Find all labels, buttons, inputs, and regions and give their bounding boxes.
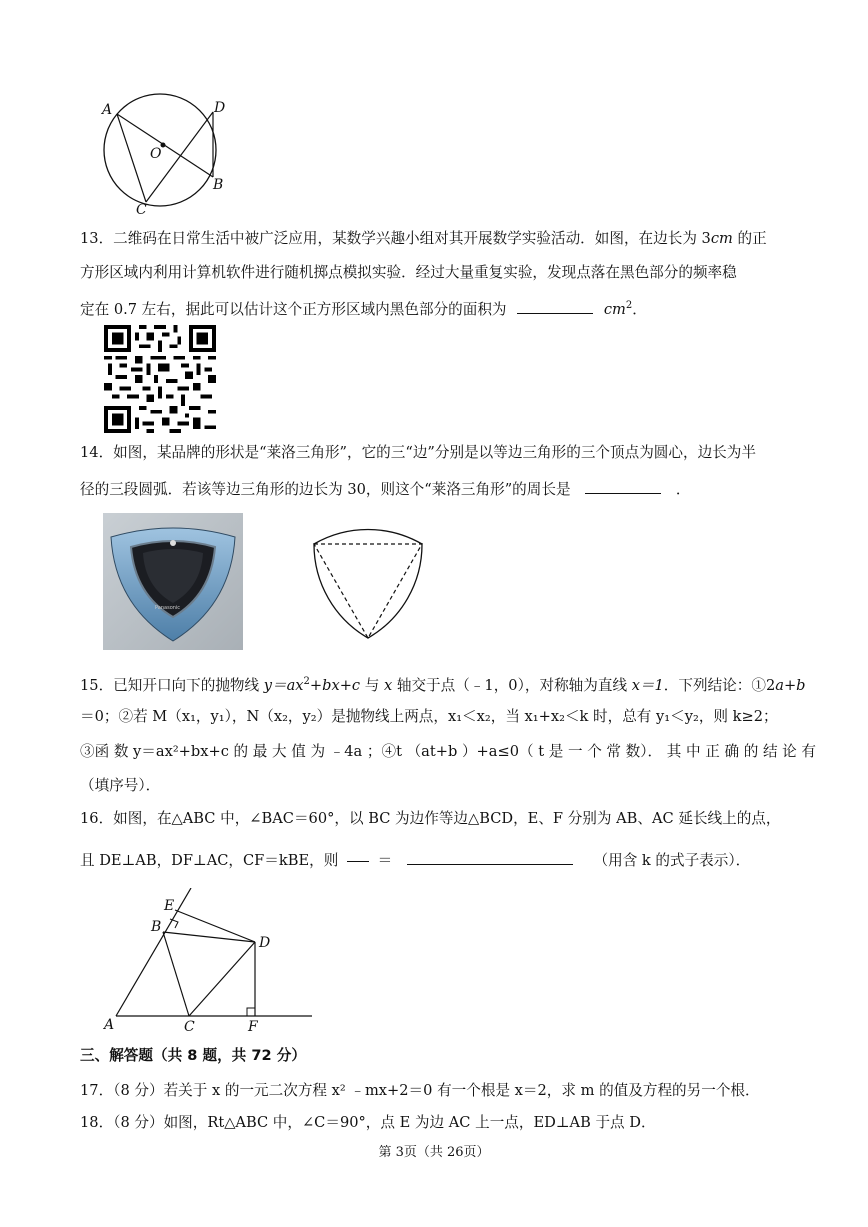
q13-line3: 定在 0.7 左右，据此可以估计这个正方形区域内黑色部分的面积为 $cm^2$． (80, 300, 647, 318)
qr-code-image (104, 325, 216, 433)
label-C: C (136, 202, 147, 218)
label-O: O (150, 146, 162, 162)
label-E: E (164, 898, 175, 914)
q16-line2: 且 DE⊥AB，DF⊥AC，CF＝kBE，则 ＝ （用含 k 的式子表示）． (80, 852, 751, 869)
q16-line1: 16．如图，在△ABC 中，∠BAC＝60°，以 BC 为边作等边△BCD，E、F 分别为 AB、AC 延长线上的点， (80, 810, 781, 827)
robot-vacuum-image (103, 513, 243, 650)
answer-blank-13[interactable] (517, 299, 593, 314)
label-C: C (184, 1019, 195, 1035)
section-title: 三、解答题（共 8 题，共 72 分） (80, 1047, 306, 1064)
label-D: D (214, 100, 226, 116)
q15-line1: 15．已知开口向下的抛物线 $y=ax^2+bx+c$ 与 x 轴交于点（﹣1，0），对称轴为直线 x＝1．下列结论：①2a+b (80, 676, 806, 694)
q15-line2: ＝0；②若 M（x₁，y₁），N（x₂，y₂）是抛物线上两点，x₁＜x₂，当 x₁+x₂＜k 时，总有 y₁＜y₂，则 k≥2； (80, 708, 778, 725)
page-footer: 第 3页（共 26页） (378, 1145, 490, 1160)
answer-blank-16[interactable] (407, 850, 573, 865)
label-F: F (248, 1019, 258, 1035)
q17: 17．（8 分）若关于 x 的一元二次方程 x² ﹣mx+2＝0 有一个根是 x＝2，求 m 的值及方程的另一个根． (80, 1082, 760, 1099)
q14-line2: 径的三段圆弧．若该等边三角形的边长为 30，则这个“莱洛三角形”的周长是 ． (80, 481, 691, 498)
answer-blank-14[interactable] (585, 479, 661, 494)
label-A: A (102, 102, 113, 118)
fraction-bar (347, 861, 369, 862)
label-B: B (213, 177, 224, 193)
q13-line2: 方形区域内利用计算机软件进行随机掷点模拟实验．经过大量重复实验，发现点落在黑色部分的频率稳 (80, 264, 737, 281)
label-A: A (104, 1017, 115, 1033)
circle-figure (96, 88, 236, 218)
brand-logo: Panasonic (155, 605, 181, 611)
q13-line1: 13．二维码在日常生活中被广泛应用，某数学兴趣小组对其开展数学实验活动．如图，在边长为 3cm 的正 (80, 230, 767, 247)
q15-line3: ③函 数 y＝ax²+bx+c 的 最 大 值 为 ﹣4a ；④t （at+b ）+a≤0（ t 是 一 个 常 数）． 其 中 正 确 的 结 论 有 (80, 743, 817, 760)
reuleaux-triangle-figure (300, 512, 440, 652)
label-D: D (259, 935, 271, 951)
triangle-figure (98, 888, 318, 1038)
q15-line4: （填序号）． (80, 777, 161, 794)
label-B: B (151, 919, 162, 935)
q14-line1: 14．如图，某品牌的形状是“莱洛三角形”，它的三“边”分别是以等边三角形的三个顶点为圆心，边长为半 (80, 444, 756, 461)
q18: 18．（8 分）如图，Rt△ABC 中，∠C＝90°，点 E 为边 AC 上一点，ED⊥AB 于点 D． (80, 1114, 656, 1131)
